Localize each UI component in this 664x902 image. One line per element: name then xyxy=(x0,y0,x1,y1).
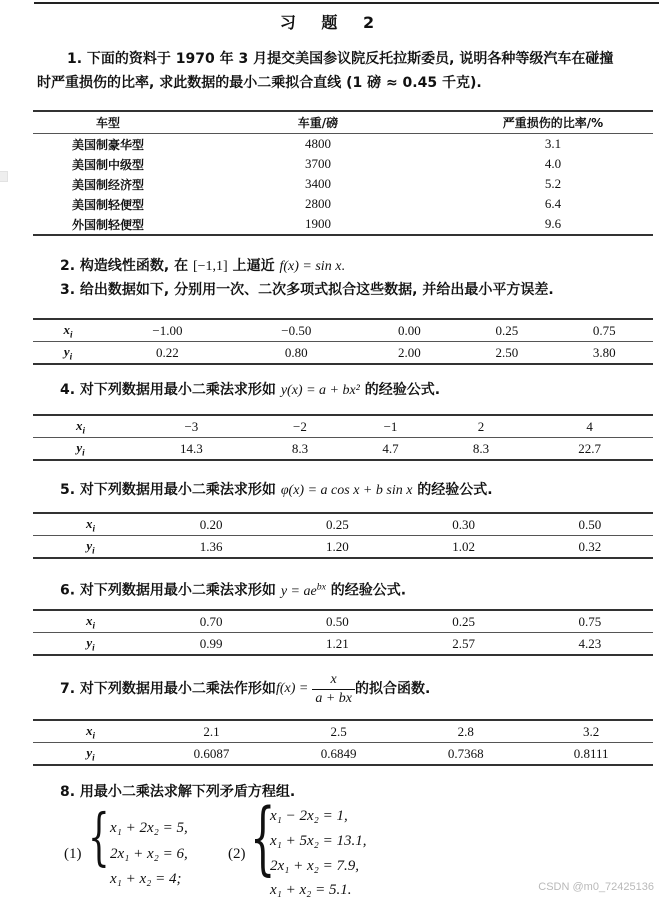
y-cell: 8.3 xyxy=(291,440,309,456)
y-cell: 0.6849 xyxy=(320,745,357,761)
left-brace-icon: { xyxy=(88,800,110,873)
y-cell: 0.6087 xyxy=(193,745,230,761)
x-cell: −1.00 xyxy=(103,319,232,342)
formula-lhs: f(x) = xyxy=(275,681,309,696)
problem-7-text: 7. 对下列数据用最小二乘法作形如 f(x) = $\frac{x}{a + bx}$ 的拟合函数. xyxy=(60,670,430,708)
car-type-cell: 美国制豪华型 xyxy=(71,137,144,152)
car-type-cell: 美国制经济型 xyxy=(71,177,144,192)
x-cell: 3.2 xyxy=(529,720,653,743)
problem-8-text: 8. 用最小二乘法求解下列矛盾方程组. xyxy=(60,784,296,800)
problem-7-table xyxy=(33,719,653,766)
y-cell: 22.7 xyxy=(578,440,601,456)
x-cell: 0.25 xyxy=(274,513,400,536)
y-cell: 14.3 xyxy=(179,440,203,456)
rate-cell: 6.4 xyxy=(544,196,562,211)
y-row xyxy=(33,633,653,656)
x-cell: 0.50 xyxy=(274,610,400,633)
problem-4-text: 4. 对下列数据用最小二乘法求形如 y(x) = a + bx² 的经验公式. xyxy=(60,382,441,398)
formula-fraction xyxy=(312,671,355,708)
x-cell: 0.50 xyxy=(527,513,653,536)
col-header-weight: 车重/磅 xyxy=(183,111,453,134)
y-cell: 1.36 xyxy=(199,538,223,554)
y-cell: 0.7368 xyxy=(447,745,484,761)
y-cell: 3.80 xyxy=(592,344,616,360)
y-cell: 0.80 xyxy=(284,344,308,360)
x-row xyxy=(33,319,653,342)
equation: x₁ + x₂ = 4; xyxy=(110,871,182,887)
y-label: $y_i$ xyxy=(63,343,73,362)
equation: x₁ + 5x₂ = 13.1, xyxy=(270,833,367,849)
x-cell: 2 xyxy=(436,415,527,438)
x-cell: −3 xyxy=(128,415,255,438)
x-cell: −0.50 xyxy=(232,319,361,342)
system-2-label: (2) xyxy=(228,846,246,862)
rate-cell: 9.6 xyxy=(544,216,562,231)
x-cell: 4 xyxy=(526,415,653,438)
table-row xyxy=(33,214,653,235)
y-cell: 0.8111 xyxy=(573,745,609,761)
car-type-cell: 美国制轻便型 xyxy=(71,197,144,212)
system-1-label: (1) xyxy=(64,846,82,862)
x-row xyxy=(33,415,653,438)
x-row xyxy=(33,513,653,536)
x-cell: 2.1 xyxy=(148,720,275,743)
formula: $y = ae^{bx}$ xyxy=(280,581,326,599)
y-row xyxy=(33,743,653,766)
y-cell: 1.21 xyxy=(326,635,349,651)
formula: y(x) = a + bx² xyxy=(280,383,360,398)
rate-cell: 4.0 xyxy=(544,156,562,171)
x-label: $x_i$ xyxy=(33,319,103,342)
table-row xyxy=(33,134,653,155)
x-cell: −2 xyxy=(255,415,346,438)
page-title: 习 题 2 xyxy=(279,13,385,32)
y-row xyxy=(33,342,653,365)
problem-3-text: 3. 给出数据如下, 分别用一次、二次多项式拟合这些数据, 并给出最小平方误差. xyxy=(60,282,554,298)
weight-cell: 3400 xyxy=(305,176,331,191)
x-cell: 0.00 xyxy=(361,319,458,342)
y-row xyxy=(33,536,653,559)
x-cell: 0.20 xyxy=(148,513,274,536)
fraction-denominator: a + bx xyxy=(315,690,352,706)
fraction-numerator: x xyxy=(312,671,355,690)
left-brace-icon: { xyxy=(250,791,276,884)
equation: x₁ + 2x₂ = 5, xyxy=(110,820,188,836)
problem-1-table xyxy=(33,110,653,236)
table-header-row xyxy=(33,111,653,134)
y-cell: 1.20 xyxy=(326,538,349,554)
equation: x₁ − 2x₂ = 1, xyxy=(270,808,348,824)
x-label: $x_i$ xyxy=(33,415,128,438)
x-cell: 0.75 xyxy=(556,319,653,342)
y-cell: 2.00 xyxy=(398,344,421,360)
table-row xyxy=(33,154,653,174)
y-label: $y_i$ xyxy=(86,744,95,763)
top-rule xyxy=(34,2,659,4)
car-type-cell: 美国制中级型 xyxy=(71,157,144,172)
x-cell: 0.25 xyxy=(401,610,527,633)
side-scroll-tab xyxy=(0,171,8,182)
x-cell: 2.8 xyxy=(402,720,529,743)
table-row xyxy=(33,174,653,194)
weight-cell: 2800 xyxy=(305,196,331,211)
y-cell: 0.99 xyxy=(199,635,223,651)
rate-cell: 3.1 xyxy=(544,136,562,151)
y-cell: 8.3 xyxy=(472,440,490,456)
problem-1-line-1: 1. 下面的资料于 1970 年 3 月提交美国参议院反托拉斯委员, 说明各种等级汽车在碰撞 xyxy=(67,51,614,67)
x-cell: 0.30 xyxy=(401,513,527,536)
problem-5-table xyxy=(33,512,653,559)
interval: [−1,1] xyxy=(193,259,228,274)
formula: φ(x) = a cos x + b sin x xyxy=(280,483,413,498)
watermark: CSDN @m0_72425136 xyxy=(538,881,654,893)
weight-cell: 3700 xyxy=(305,156,331,171)
weight-cell: 4800 xyxy=(305,136,331,151)
y-cell: 2.50 xyxy=(495,344,519,360)
y-cell: 0.22 xyxy=(156,344,179,360)
y-cell: 0.32 xyxy=(578,538,602,554)
x-label: $x_i$ xyxy=(33,720,148,743)
formula: f(x) = sin x xyxy=(279,259,342,274)
weight-cell: 1900 xyxy=(305,216,331,231)
y-label: $y_i$ xyxy=(76,439,85,458)
x-label: $x_i$ xyxy=(33,513,148,536)
y-label: $y_i$ xyxy=(86,537,95,556)
car-type-cell: 外国制轻便型 xyxy=(71,217,144,232)
equation: 2x₁ + x₂ = 7.9, xyxy=(270,858,359,874)
problem-6-text: 6. 对下列数据用最小二乘法求形如 $y = ae^{bx}$ 的经验公式. xyxy=(60,581,407,599)
problem-4-table xyxy=(33,414,653,461)
y-cell: 4.7 xyxy=(382,440,399,456)
x-cell: 0.75 xyxy=(527,610,653,633)
problem-3-table xyxy=(33,318,653,365)
x-cell: 0.70 xyxy=(148,610,274,633)
y-label: $y_i$ xyxy=(86,634,95,653)
table-row xyxy=(33,194,653,214)
rate-cell: 5.2 xyxy=(544,176,562,191)
y-cell: 2.57 xyxy=(452,635,475,651)
problem-6-table xyxy=(33,609,653,656)
col-header-injury-rate: 严重损伤的比率/% xyxy=(453,111,653,134)
problem-1-line-2: 时严重损伤的比率, 求此数据的最小二乘拟合直线 (1 磅 ≈ 0.45 千克). xyxy=(37,75,482,91)
col-header-car-type: 车型 xyxy=(33,111,183,134)
x-cell: 0.25 xyxy=(458,319,555,342)
y-cell: 1.02 xyxy=(452,538,475,554)
x-row xyxy=(33,610,653,633)
problem-2-text: 2. 构造线性函数, 在 [−1,1] 上逼近 f(x) = sin x. xyxy=(60,258,345,274)
problem-5-text: 5. 对下列数据用最小二乘法求形如 φ(x) = a cos x + b sin x 的经验公式. xyxy=(60,482,493,498)
x-cell: 2.5 xyxy=(275,720,402,743)
x-cell: −1 xyxy=(345,415,436,438)
equation: 2x₁ + x₂ = 6, xyxy=(110,846,188,862)
x-label: $x_i$ xyxy=(33,610,148,633)
x-row xyxy=(33,720,653,743)
y-cell: 4.23 xyxy=(578,635,602,651)
equation: x₁ + x₂ = 5.1. xyxy=(270,882,352,898)
y-row xyxy=(33,438,653,461)
problem-1-text xyxy=(37,47,664,95)
